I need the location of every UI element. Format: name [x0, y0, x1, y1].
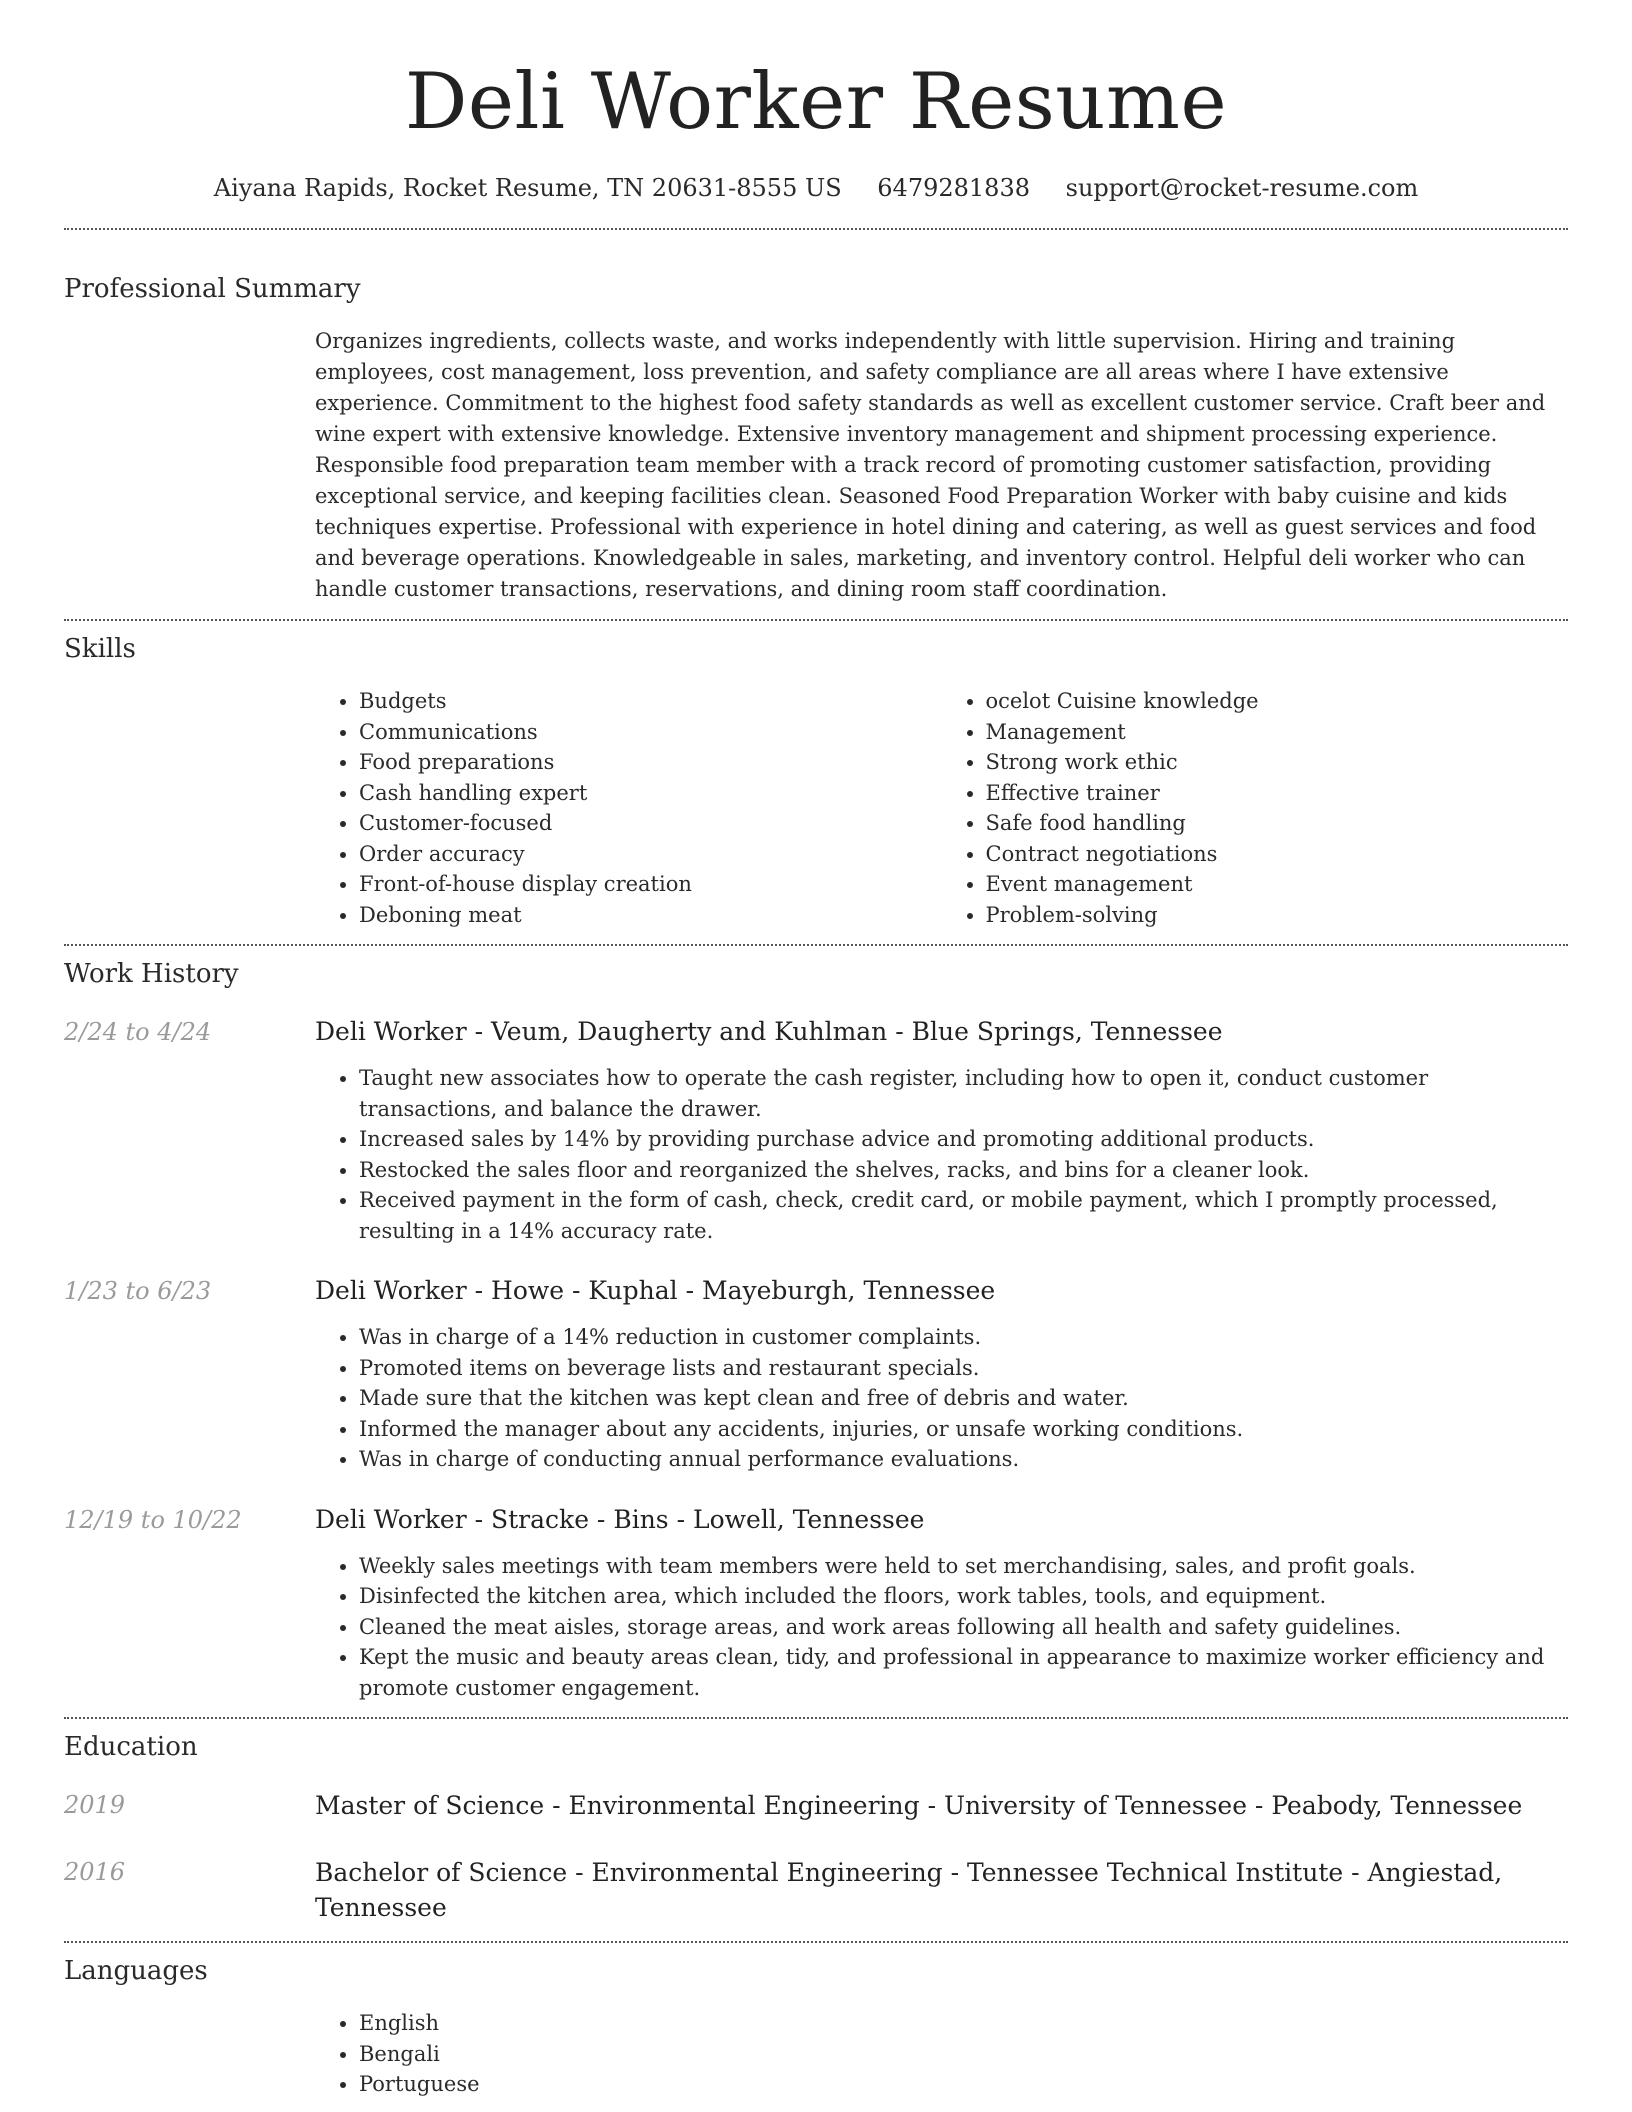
skill-item: • Budgets: [359, 686, 942, 717]
job-bullet: • Disinfected the kitchen area, which included the floors, work tables, tools, and equipment.: [359, 1581, 1568, 1612]
job-entry: [64, 1503, 1568, 1704]
divider: [64, 228, 1568, 230]
job-date: 2/24 to 4/24: [64, 1018, 212, 1046]
section-heading-languages: Languages: [64, 1956, 208, 1986]
skill-item: • Safe food handling: [986, 808, 1569, 839]
education-date: 2019: [64, 1791, 126, 1819]
job-date: 1/23 to 6/23: [64, 1277, 212, 1305]
summary-text: Organizes ingredients, collects waste, and works independently with little supervision. Hiring and training employees, cost management, loss prevention, and safety compliance are all areas where I have extensive experience. Commitment to the highest food safety standards as well as excellent customer service. Craft beer and wine expert with extensive knowledge. Extensive inventory management and shipment processing experience. Responsible food preparation team member with a track record of promoting customer satisfaction, providing exceptional service, and keeping facilities clean. Seasoned Food Preparation Worker with baby cuisine and kids techniques expertise. Professional with experience in hotel dining and catering, as well as guest services and food and beverage operations. Knowledgeable in sales, marketing, and inventory control. Helpful deli worker who can handle customer transactions, reservations, and dining room staff coordination.: [315, 329, 1546, 601]
job-bullet: • Weekly sales meetings with team members were held to set merchandising, sales, and profit goals.: [359, 1551, 1568, 1582]
language-item: • Bengali: [359, 2039, 1568, 2070]
education-title: Bachelor of Science - Environmental Engineering - Tennessee Technical Institute - Angiestad, Tennessee: [315, 1858, 1503, 1922]
skill-item: • Contract negotiations: [986, 839, 1569, 870]
skills-column-left: [315, 686, 942, 930]
resume-page: [64, 0, 1568, 2100]
section-heading-skills: Skills: [64, 634, 136, 664]
skill-item: • Front-of-house display creation: [359, 869, 942, 900]
skill-item: • ocelot Cuisine knowledge: [986, 686, 1569, 717]
job-bullet: • Taught new associates how to operate the cash register, including how to open it, conduct customer transactions, and balance the drawer.: [359, 1063, 1568, 1124]
job-bullet: • Increased sales by 14% by providing purchase advice and promoting additional products.: [359, 1124, 1568, 1155]
contact-phone: 6479281838: [877, 174, 1030, 202]
skill-item: • Customer-focused: [359, 808, 942, 839]
education-date: 2016: [64, 1858, 126, 1886]
job-bullet: • Informed the manager about any accidents, injuries, or unsafe working conditions.: [359, 1414, 1568, 1445]
contact-email: support@rocket-resume.com: [1065, 174, 1419, 202]
job-bullet: • Promoted items on beverage lists and restaurant specials.: [359, 1353, 1568, 1384]
skill-item: • Communications: [359, 717, 942, 748]
skill-item: • Event management: [986, 869, 1569, 900]
skill-item: • Cash handling expert: [359, 778, 942, 809]
divider: [64, 1717, 1568, 1719]
skill-item: • Food preparations: [359, 747, 942, 778]
contact-address: Aiyana Rapids, Rocket Resume, TN 20631-8555 US: [213, 174, 842, 202]
job-entry: [64, 1274, 1568, 1475]
divider: [64, 944, 1568, 946]
job-bullets: [315, 1322, 1568, 1475]
job-date: 12/19 to 10/22: [64, 1505, 242, 1534]
job-bullets: [315, 1551, 1568, 1704]
job-bullet: • Was in charge of conducting annual performance evaluations.: [359, 1444, 1568, 1475]
education-entry: [64, 1788, 1568, 1823]
section-heading-education: Education: [64, 1732, 198, 1762]
contact-line: [64, 172, 1568, 204]
job-bullet: • Made sure that the kitchen was kept clean and free of debris and water.: [359, 1383, 1568, 1414]
job-bullets: [315, 1063, 1568, 1246]
skill-item: • Order accuracy: [359, 839, 942, 870]
resume-title: Deli Worker Resume: [404, 57, 1228, 147]
education-title: Master of Science - Environmental Engineering - University of Tennessee - Peabody, Tennessee: [315, 1791, 1523, 1820]
section-heading-summary: Professional Summary: [64, 274, 361, 304]
job-bullet: • Kept the music and beauty areas clean, tidy, and professional in appearance to maximize worker efficiency and promote customer engagement.: [359, 1642, 1568, 1703]
job-title: Deli Worker - Stracke - Bins - Lowell, Tennessee: [315, 1504, 925, 1534]
skill-item: • Management: [986, 717, 1569, 748]
job-bullet: • Restocked the sales floor and reorganized the shelves, racks, and bins for a cleaner look.: [359, 1155, 1568, 1186]
divider: [64, 1941, 1568, 1943]
summary-body: [315, 326, 1568, 605]
skills-list: [315, 686, 1568, 930]
skill-item: • Strong work ethic: [986, 747, 1569, 778]
job-entry: [64, 1015, 1568, 1246]
skill-item: • Effective trainer: [986, 778, 1569, 809]
job-bullet: • Received payment in the form of cash, check, credit card, or mobile payment, which I promptly processed, resulting in a 14% accuracy rate.: [359, 1185, 1568, 1246]
job-title: Deli Worker - Veum, Daugherty and Kuhlman - Blue Springs, Tennessee: [315, 1017, 1223, 1046]
education-entry: [64, 1855, 1568, 1925]
job-bullet: • Cleaned the meat aisles, storage areas, and work areas following all health and safety guidelines.: [359, 1612, 1568, 1643]
skill-item: • Deboning meat: [359, 900, 942, 931]
divider: [64, 619, 1568, 621]
job-bullet: • Was in charge of a 14% reduction in customer complaints.: [359, 1322, 1568, 1353]
language-item: • English: [359, 2008, 1568, 2039]
skills-column-right: [942, 686, 1569, 930]
skill-item: • Problem-solving: [986, 900, 1569, 931]
languages-list: [315, 2008, 1568, 2100]
section-heading-work-history: Work History: [64, 959, 239, 989]
language-item: • Portuguese: [359, 2069, 1568, 2100]
job-title: Deli Worker - Howe - Kuphal - Mayeburgh, Tennessee: [315, 1276, 996, 1305]
